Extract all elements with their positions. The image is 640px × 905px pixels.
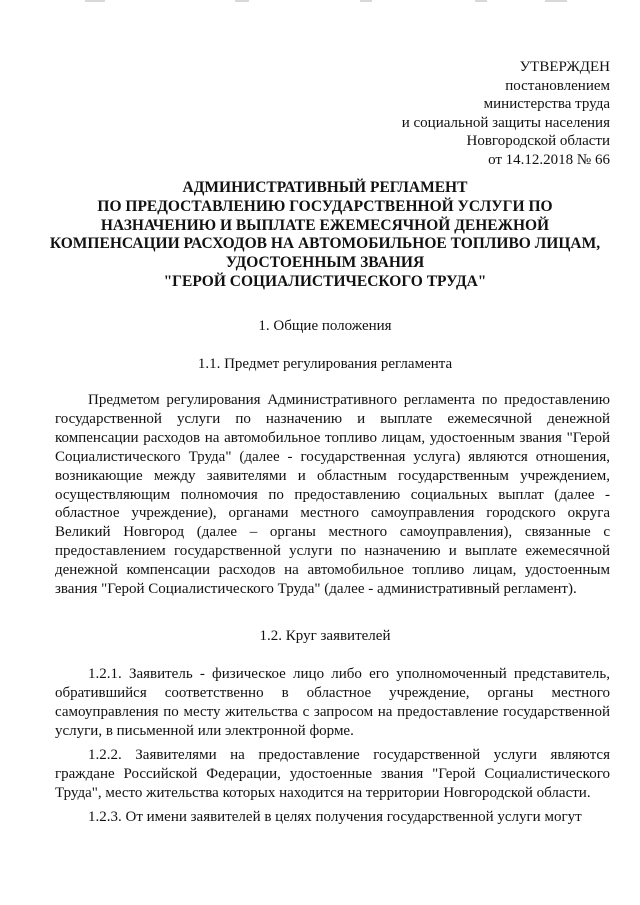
scan-artifact [360,0,372,2]
approval-line: от 14.12.2018 № 66 [488,151,610,168]
paragraph-1-2-2: 1.2.2. Заявителями на предоставление государственной услуги являются граждане Российской Федерации, удостоенные звания "Герой Социалистического Труда", место жительства которых находится на территории Новгородской области. [55,747,610,801]
paragraph-1-2-1: 1.2.1. Заявитель - физическое лицо либо его уполномоченный представитель, обратившийся соответственно в областное учреждение, органы местного самоуправления по месту жительства с запросом на предоставление государственной услуги, в письменной или электронной форме. [55,666,610,739]
approval-stamp [402,58,610,170]
title-line: "ГЕРОЙ СОЦИАЛИСТИЧЕСКОГО ТРУДА" [163,272,487,290]
approval-line: министерства труда [483,96,610,113]
subsection-heading: 1.2. Круг заявителей [259,628,391,644]
approval-line: постановлением [505,77,610,94]
section-heading: 1. Общие положения [258,318,392,334]
approval-line: Новгородской области [466,133,610,150]
approval-line: УТВЕРЖДЕН [519,59,610,75]
paragraph-1-2-3: 1.2.3. От имени заявителей в целях получения государственной услуги могут [88,809,582,825]
paragraph-subject: Предметом регулирования Административного регламента по предоставлению государственной услуги по назначению и выплате ежемесячной денежной компенсации расходов на автомобильное топливо лицам, удостоенным звания "Герой Социалистического Труда" (далее - государственная услуга) являются отношения, возникающие между заявителями и областным государственным учреждением, осуществляющим полномочия по предоставлению социальных выплат (далее - областное учреждение), органами местного самоуправления городского округа Великий Новгород (далее – органы местного самоуправления), связанные с предоставлением государственной услуги по назначению и выплате ежемесячной денежной компенсации расходов на автомобильное топливо лицам, удостоенным звания "Герой Социалистического Труда" (далее - административный регламент). [55,392,610,598]
scan-artifact [235,0,249,2]
approval-line: и социальной защиты населения [401,114,610,131]
scan-artifact [475,0,487,2]
title-line: НАЗНАЧЕНИЮ И ВЫПЛАТЕ ЕЖЕМЕСЯЧНОЙ ДЕНЕЖНОЙ [100,216,550,234]
title-line: УДОСТОЕННЫМ ЗВАНИЯ [225,254,425,272]
title-line: КОМПЕНСАЦИИ РАСХОДОВ НА АВТОМОБИЛЬНОЕ ТОПЛИВО ЛИЦАМ, [49,235,601,253]
scan-artifact [545,0,567,2]
title-line: ПО ПРЕДОСТАВЛЕНИЮ ГОСУДАРСТВЕННОЙ УСЛУГИ ПО [97,197,553,215]
scan-artifact [85,0,105,2]
document-title [40,179,610,292]
subsection-heading: 1.1. Предмет регулирования регламента [197,356,453,372]
title-line: АДМИНИСТРАТИВНЫЙ РЕГЛАМЕНТ [182,179,468,196]
